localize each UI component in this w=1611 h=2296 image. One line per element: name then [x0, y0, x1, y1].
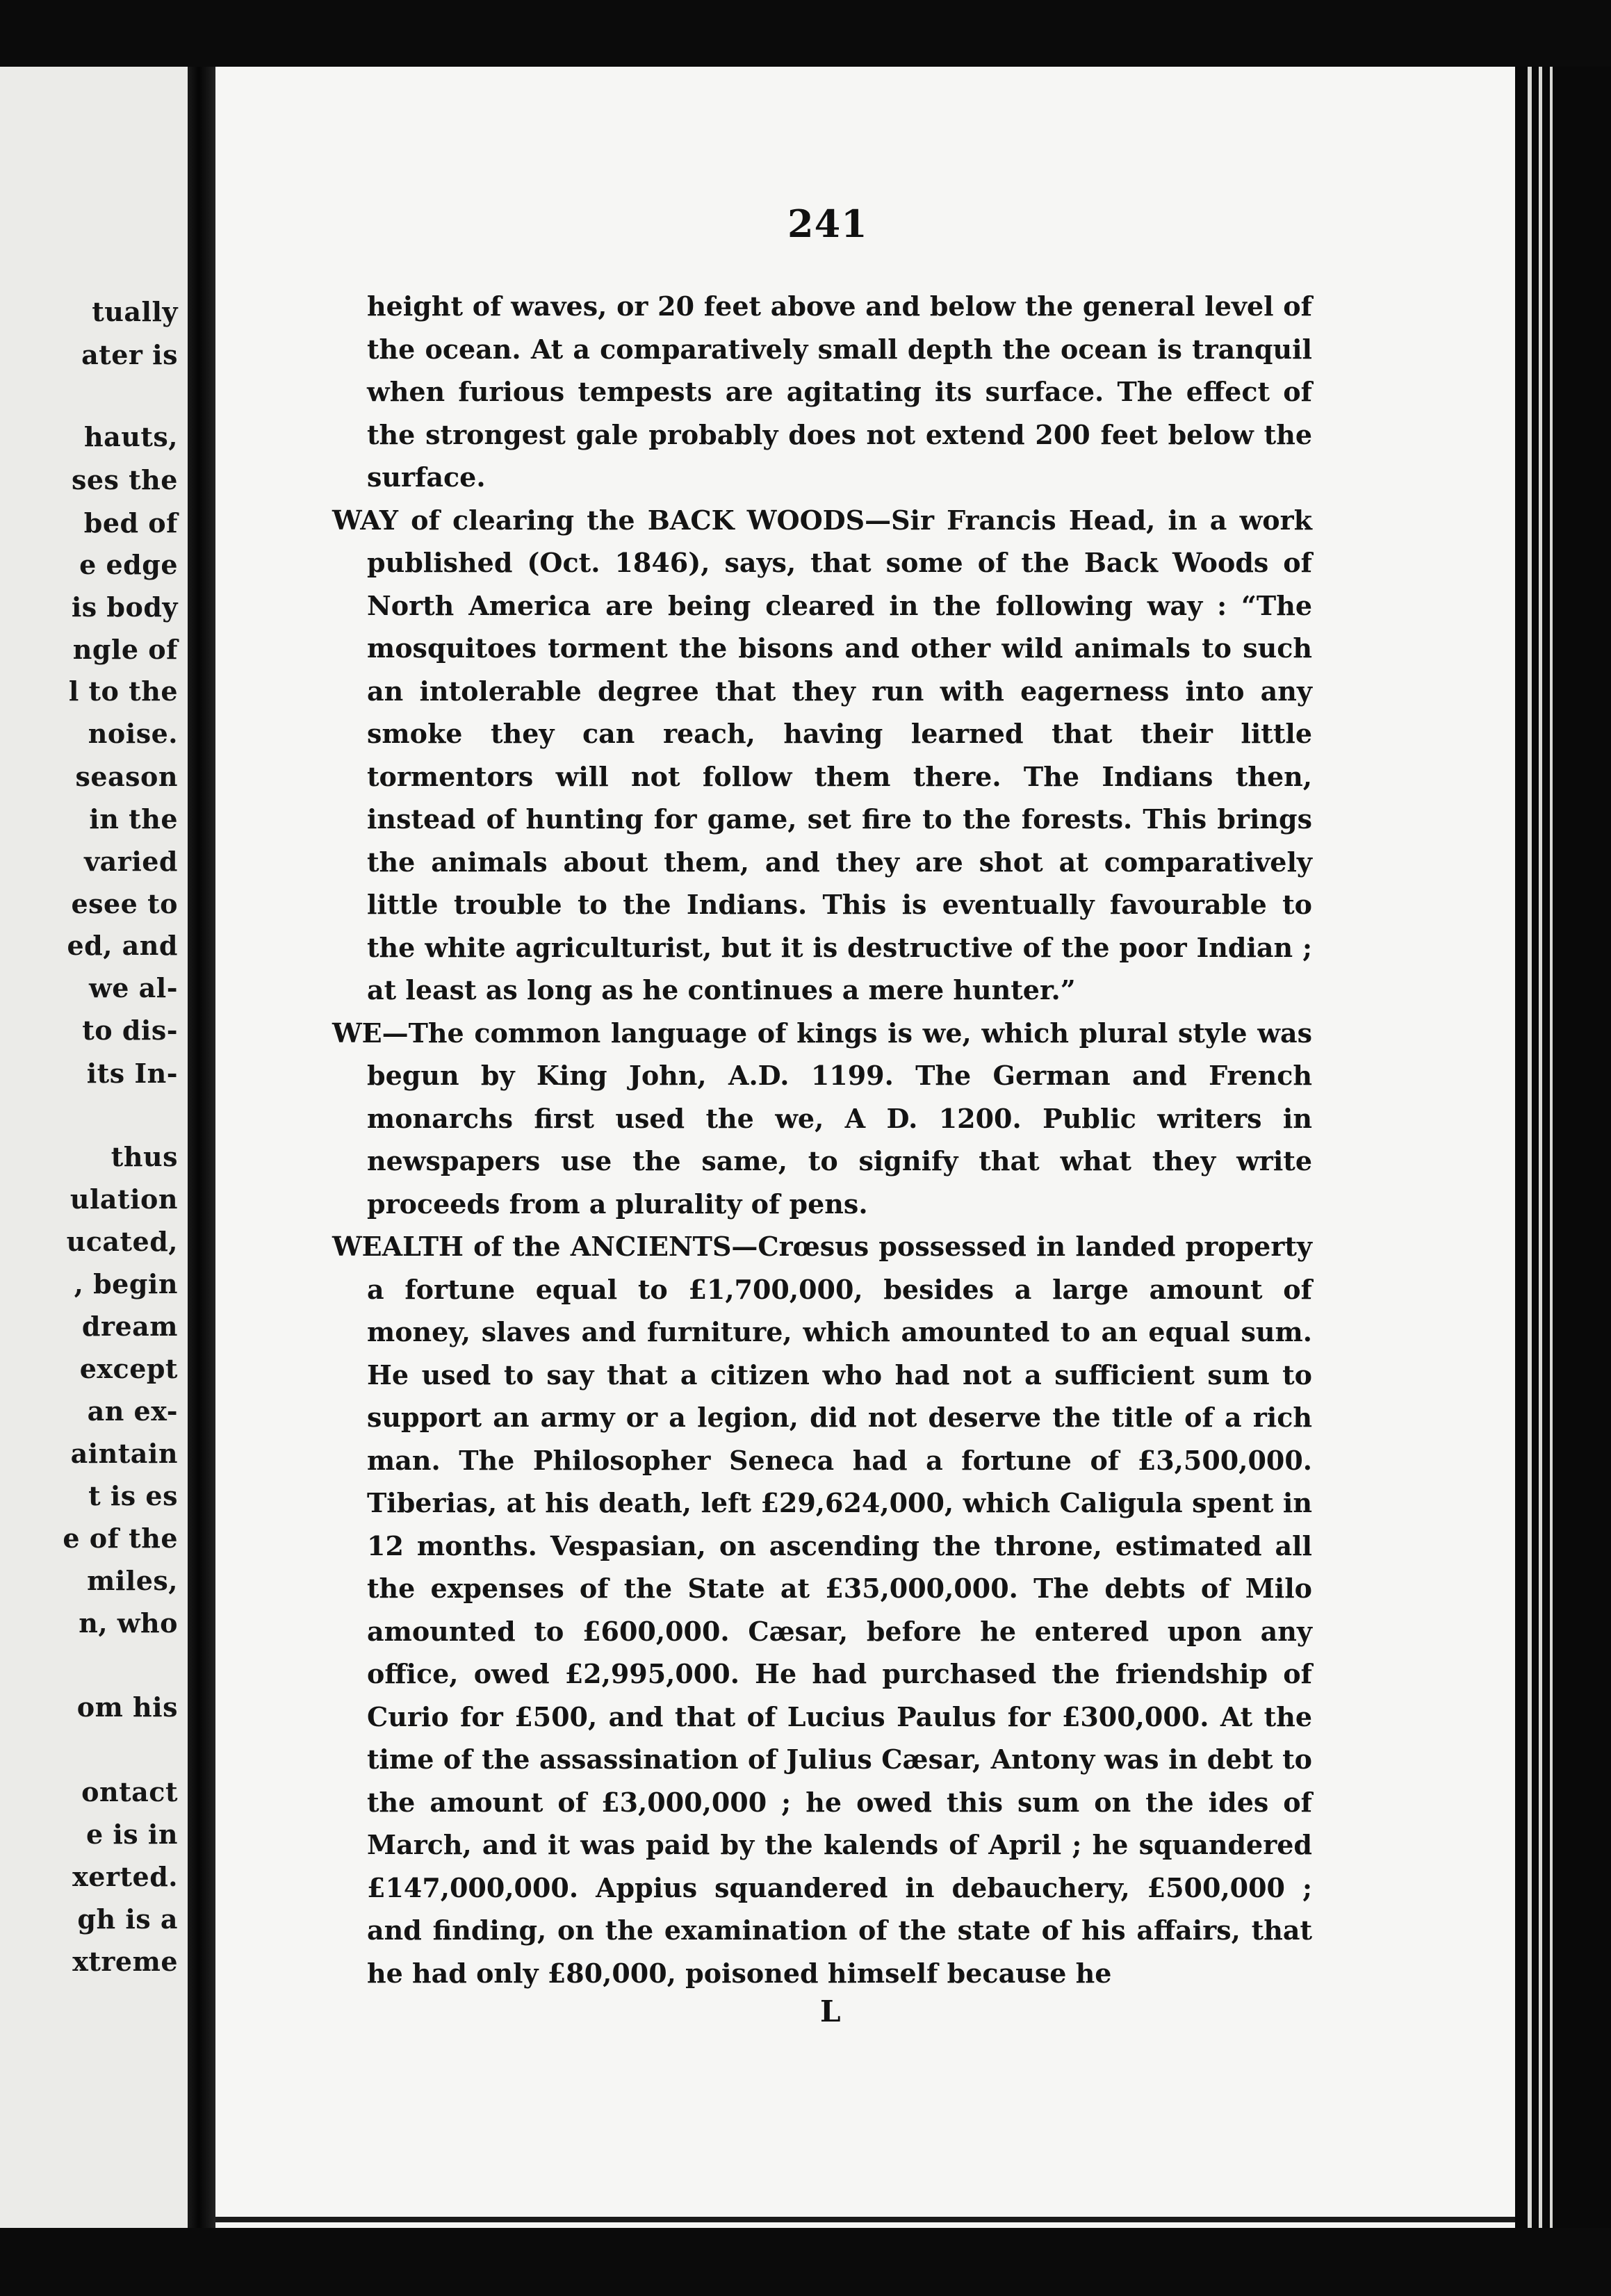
left-fragment: noise.	[88, 718, 178, 749]
left-fragment: we al-	[89, 972, 178, 1003]
left-fragment: ucated,	[66, 1226, 178, 1257]
left-fragment: l to the	[68, 675, 178, 707]
left-fragment: ontact	[81, 1776, 178, 1807]
left-fragment: om his	[76, 1691, 178, 1723]
left-fragment: esee to	[71, 888, 178, 919]
left-fragment: t is es	[88, 1480, 178, 1511]
left-fragment: ulation	[69, 1183, 178, 1215]
left-facing-page	[0, 67, 188, 2228]
left-fragment: except	[79, 1353, 178, 1384]
page-number: 241	[787, 202, 868, 246]
book-gutter	[188, 67, 215, 2228]
left-fragment: xtreme	[72, 1946, 178, 1977]
left-fragment: ater is	[81, 339, 178, 370]
left-fragment: hauts,	[83, 421, 178, 452]
edge-stripe	[1528, 67, 1532, 2228]
entry-continuation: height of waves, or 20 feet above and below the general level of the ocean. At a comparatively small depth the ocean is tranquil when furious tempests are agitating its surface. The effect of the strongest gale probably does not extend 200 feet below the surface.	[367, 290, 1312, 493]
left-fragment: tually	[92, 296, 178, 327]
entry-we: WE—The common language of kings is we, which plural style was begun by King John, A.D. 1199. The German and French monarchs first used the we, A D. 1200. Public writers in newspapers use the same, to signify that what they write proceeds from a plurality of pens.	[332, 1017, 1312, 1220]
left-fragment: thus	[111, 1141, 178, 1172]
edge-stripe	[1550, 67, 1553, 2228]
entry-back-woods: WAY of clearing the BACK WOODS—Sir Francis Head, in a work published (Oct. 1846), says, that some of the Back Woods of North America are being cleared in the following way : “The mosquitoes torment the bisons and other wild animals to such an intolerable degree that they run with eagerness into any smoke they can reach, having learned that their little tormentors will not follow them there. The Indians then, instead of hunting for game, set fire to the forests. This brings the animals about them, and they are shot at comparatively little trouble to the Indians. This is eventually favourable to the white agriculturist, but it is destructive of the poor Indian ; at least as long as he continues a mere hunter.”	[332, 504, 1312, 1006]
left-fragment: xerted.	[72, 1861, 178, 1892]
left-fragment: e edge	[79, 549, 178, 580]
edge-stripe	[1539, 67, 1542, 2228]
left-fragment: bed of	[83, 507, 178, 539]
left-fragment: season	[75, 761, 178, 792]
left-fragment: in the	[89, 803, 178, 835]
page-bottom-edge	[215, 2217, 1515, 2222]
signature-mark: L	[820, 1994, 841, 2028]
body-text	[332, 285, 1312, 1994]
left-fragment: varied	[84, 846, 178, 877]
left-fragment: , begin	[74, 1268, 178, 1299]
left-fragment: to dis-	[82, 1015, 178, 1046]
left-fragment: e of the	[63, 1523, 178, 1554]
left-fragment: its In-	[86, 1058, 178, 1089]
left-fragment: ngle of	[72, 634, 178, 665]
left-fragment: an ex-	[87, 1395, 178, 1427]
left-fragment: e is in	[85, 1819, 178, 1850]
left-fragment: ses the	[71, 464, 178, 495]
right-page-edge	[1515, 67, 1611, 2228]
left-fragment: ed, and	[67, 930, 178, 961]
left-fragment: dream	[81, 1311, 178, 1342]
left-fragment: aintain	[70, 1438, 178, 1469]
left-fragment: n, who	[79, 1607, 178, 1639]
entry-wealth-of-the-ancients: WEALTH of the ANCIENTS—Crœsus possessed in landed property a fortune equal to £1,700,000, besides a large amount of money, slaves and furniture, which amounted to an equal sum. He used to say that a citizen who had not a sufficient sum to support an army or a legion, did not deserve the title of a rich man. The Philosopher Seneca had a fortune of £3,500,000. Tiberias, at his death, left £29,624,000, which Caligula spent in 12 months. Vespasian, on ascending the throne, estimated all the expenses of the State at £35,000,000. The debts of Milo amounted to £600,000. Cæsar, before he entered upon any office, owed £2,995,000. He had purchased the friendship of Curio for £500, and that of Lucius Paulus for £300,000. At the time of the assassination of Julius Cæsar, Antony was in debt to the amount of £3,000,000 ; he owed this sum on the ides of March, and it was paid by the kalends of April ; he squandered £147,000,000. Appius squandered in debauchery, £500,000 ; and finding, on the examination of the state of his affairs, that he had only £80,000, poisoned himself because he	[332, 1231, 1312, 1989]
left-fragment: miles,	[87, 1565, 178, 1596]
left-fragment: gh is a	[77, 1903, 178, 1935]
left-page-fragments	[0, 67, 188, 2228]
left-fragment: is body	[71, 591, 178, 623]
